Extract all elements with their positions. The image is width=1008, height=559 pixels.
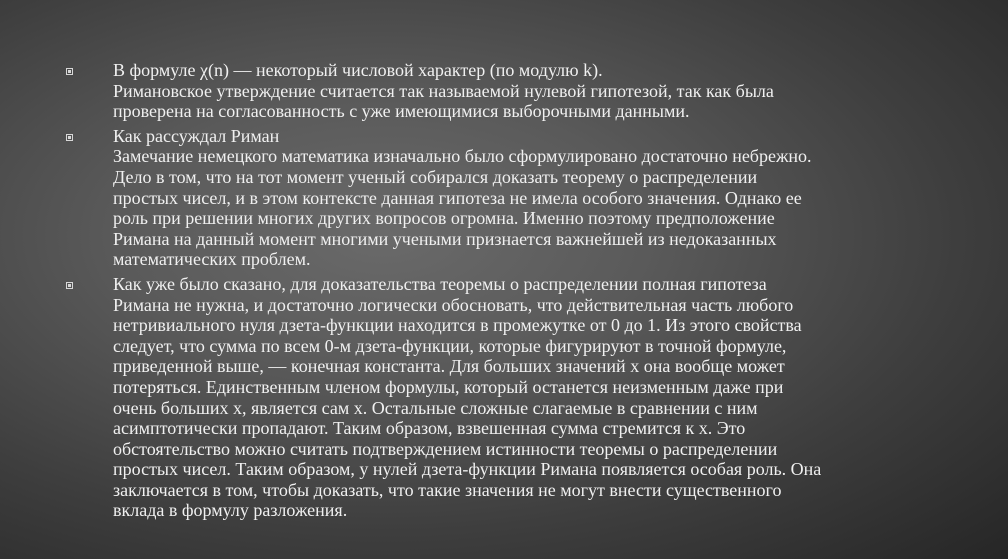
bullet-line: Как уже было сказано, для доказательства теоремы о распределении полная гипотеза <box>113 273 767 294</box>
bullet-line: нетривиального нуля дзета-функции находится в промежутке от 0 до 1. Из этого свойства <box>113 315 802 336</box>
bullet-line: В формуле χ(n) — некоторый числовой характер (по модулю k). <box>113 60 603 80</box>
bullet-line: роль при решении многих других вопросов огромна. Именно поэтому предположение <box>113 208 775 229</box>
square-bullet-icon <box>66 134 73 141</box>
bullet-line: обстоятельство можно считать подтверждением истинности теоремы о распределении <box>113 438 778 459</box>
square-bullet-icon <box>66 68 73 75</box>
bullet-line: вклада в формулу разложения. <box>113 500 348 521</box>
bullet-line: приведенной выше, — конечная константа. Для больших значений x она вообще может <box>113 356 785 377</box>
bullet-line: следует, что сумма по всем 0-м дзета-функции, которые фигурируют в точной формуле, <box>113 335 787 356</box>
bullet-line: очень больших x, является сам x. Остальные сложные слагаемые в сравнении с ним <box>113 397 758 418</box>
bullet-line: Как рассуждал Риман <box>113 125 280 146</box>
bullet-line: Римановское утверждение считается так называемой нулевой гипотезой, так как была <box>113 80 774 101</box>
bullet-item-1 <box>64 60 964 122</box>
bullet-line: Замечание немецкого математика изначально было сформулировано достаточно небрежно. <box>113 146 812 167</box>
bullet-line: математических проблем. <box>113 249 311 270</box>
bullet-line: Дело в том, что на тот момент ученый собирался доказать теорему о распределении <box>113 166 758 187</box>
bullet-line: проверена на согласованность с уже имеющимися выборочными данными. <box>113 101 690 122</box>
bullet-line: потеряться. Единственным членом формулы, который останется неизменным даже при <box>113 376 784 397</box>
bullet-item-2 <box>64 126 964 270</box>
bullet-line: простых чисел. Таким образом, у нулей дзета-функции Римана появляется особая роль. Она <box>113 459 822 480</box>
bullet-line: Римана на данный момент многими учеными признается важнейшей из недоказанных <box>113 228 777 249</box>
bullet-line: Римана не нужна, и достаточно логически обосновать, что действительная часть любого <box>113 294 794 315</box>
bullet-item-3 <box>64 274 964 521</box>
slide-content <box>64 60 964 525</box>
bullet-line: заключается в том, чтобы доказать, что такие значения не могут внести существенного <box>113 479 782 500</box>
square-bullet-icon <box>66 282 73 289</box>
bullet-line: простых чисел, и в этом контексте данная гипотеза не имела особого значения. Однако ее <box>113 187 802 208</box>
bullet-line: асимптотически пропадают. Таким образом, взвешенная сумма стремится к x. Это <box>113 418 746 439</box>
